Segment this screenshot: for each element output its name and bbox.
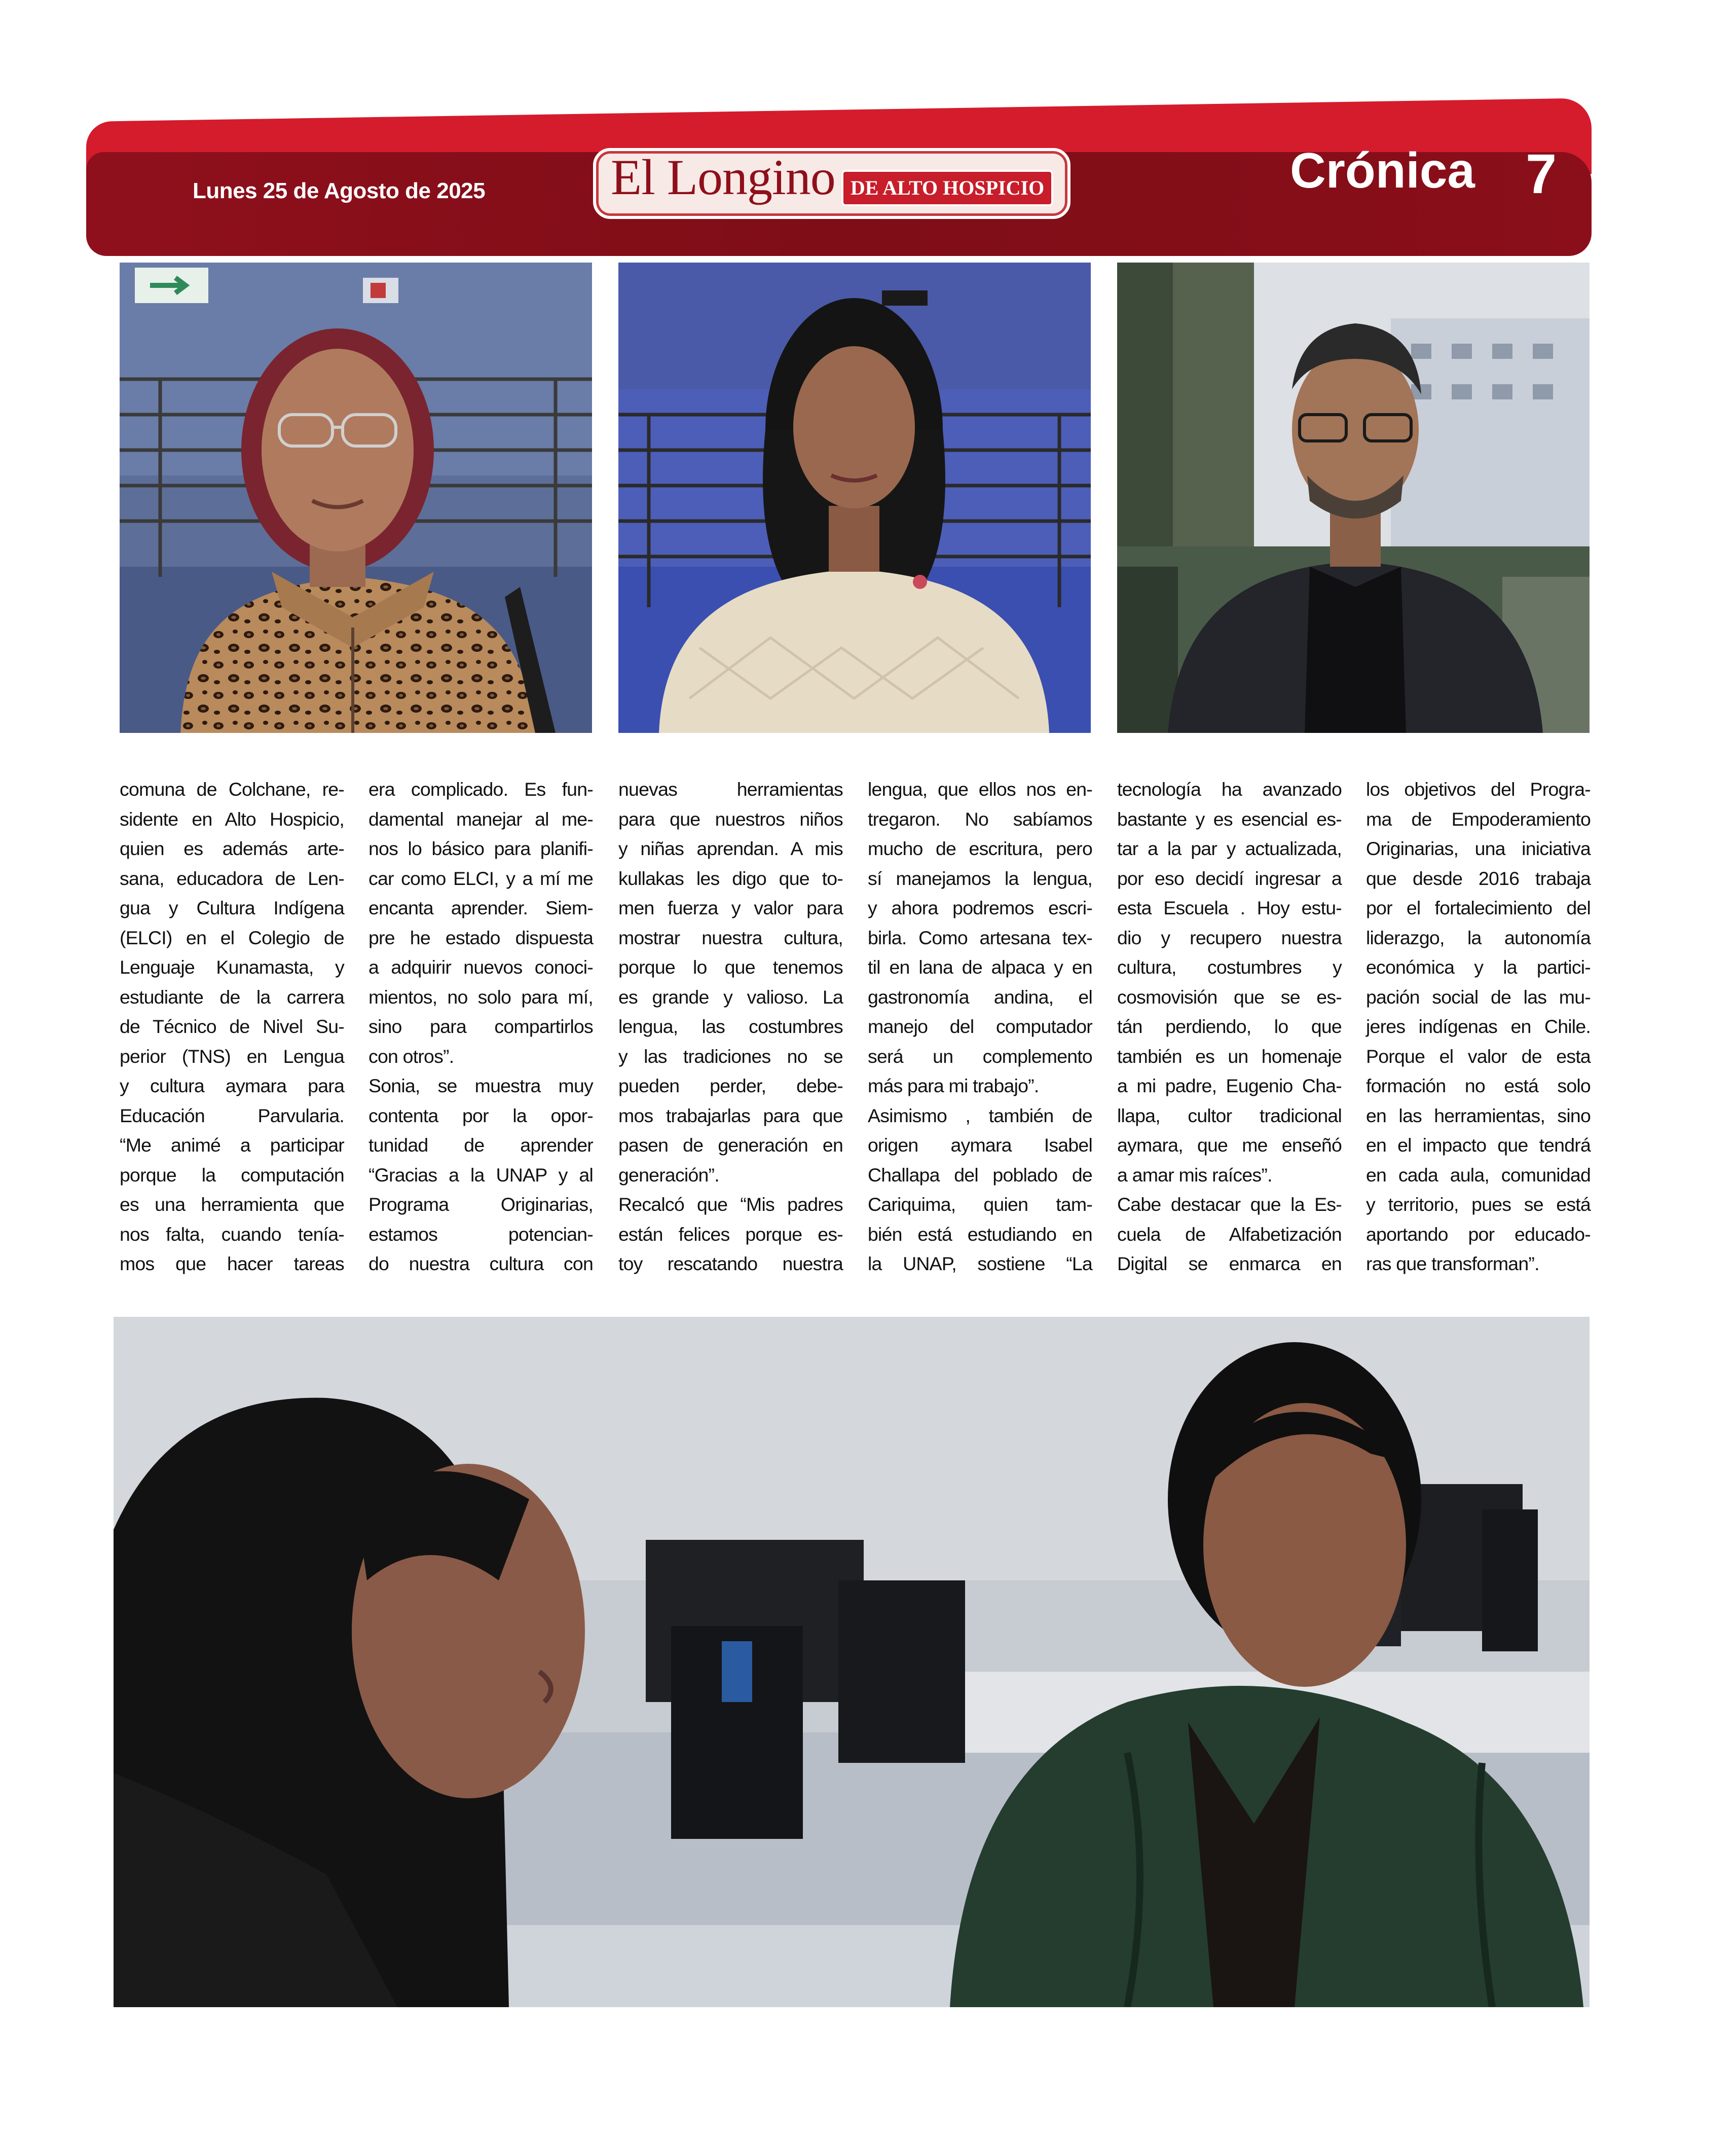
article-column-1 [120, 774, 344, 1279]
article-line: aymara, que me enseñó [1117, 1134, 1342, 1156]
article-line: Lenguaje Kunamasta, y [120, 956, 344, 978]
article-line: pación social de las mu- [1366, 986, 1591, 1008]
article-line: manejo del computador [868, 1016, 1092, 1037]
article-line: “Me animé a participar [120, 1134, 344, 1156]
article-line: pre he estado dispuesta [368, 927, 593, 948]
article-line: porque la computación [120, 1164, 344, 1186]
article-line: ma de Empoderamiento [1366, 808, 1591, 830]
article-line: quien es además arte- [120, 838, 344, 859]
article-line: será un complemento [868, 1045, 1092, 1067]
article-line: Cariquima, quien tam- [868, 1194, 1092, 1215]
article-line: liderazgo, la autonomía [1366, 927, 1591, 948]
article-line: nos lo básico para planifi- [368, 838, 593, 859]
article-line: y territorio, pues se está [1366, 1194, 1591, 1215]
article-line: sidente en Alto Hospicio, [120, 808, 344, 830]
article-line: estudiante de la carrera [120, 986, 344, 1008]
article-line: pasen de generación en [618, 1134, 843, 1156]
article-line: en las herramientas, sino [1366, 1104, 1591, 1126]
article-line: nos falta, cuando tenía- [120, 1223, 344, 1245]
article-line: do nuestra cultura con [368, 1253, 593, 1274]
article-line: los objetivos del Progra- [1366, 779, 1591, 800]
article-line: es una herramienta que [120, 1194, 344, 1215]
article-line: damental manejar al me- [368, 808, 593, 830]
article-line: Originarias, una iniciativa [1366, 838, 1591, 859]
article-line: también es un homenaje [1117, 1045, 1342, 1067]
article-line: formación no está solo [1366, 1075, 1591, 1096]
masthead-title: El Longino [611, 149, 835, 205]
article-line: nuevas herramientas [618, 779, 843, 800]
article-line: car como ELCI, y a mí me [368, 867, 593, 889]
article-line: tecnología ha avanzado [1117, 779, 1342, 800]
article-line: tunidad de aprender [368, 1134, 593, 1156]
article-line: ras que transforman”. [1366, 1253, 1539, 1274]
article-line: cuela de Alfabetización [1117, 1223, 1342, 1245]
article-line: mucho de escritura, pero [868, 838, 1092, 859]
article-line: económica y la partici- [1366, 956, 1591, 978]
article-line: lengua, las costumbres [618, 1016, 843, 1037]
article-line: que desde 2016 trabaja [1366, 867, 1591, 889]
article-line: comuna de Colchane, re- [120, 779, 344, 800]
article-line: están felices porque es- [618, 1223, 843, 1245]
article-line: Digital se enmarca en [1117, 1253, 1342, 1274]
article-line: mos que hacer tareas [120, 1253, 344, 1274]
photo-man-dark-blazer [1117, 263, 1590, 733]
article-line: sí manejamos la lengua, [868, 867, 1092, 889]
article-line: til en lana de alpaca y en [868, 956, 1092, 978]
article-line: en el impacto que tendrá [1366, 1134, 1591, 1156]
article-line: es grande y valioso. La [618, 986, 843, 1008]
article-line: men fuerza y valor para [618, 897, 843, 918]
article-line: cultura, costumbres y [1117, 956, 1342, 978]
article-line: y las tradiciones no se [618, 1045, 843, 1067]
article-line: porque lo que tenemos [618, 956, 843, 978]
article-line: lengua, que ellos nos en- [868, 779, 1092, 800]
issue-date: Lunes 25 de Agosto de 2025 [193, 178, 486, 203]
page-number: 7 [1526, 143, 1557, 205]
article-line: contenta por la opor- [368, 1104, 593, 1126]
article-line: estamos potencian- [368, 1223, 593, 1245]
article-line: tregaron. No sabíamos [868, 808, 1092, 830]
article-line: bastante y es esencial es- [1117, 808, 1342, 830]
article-line: por el fortalecimiento del [1366, 897, 1591, 918]
article-line: llapa, cultor tradicional [1117, 1104, 1342, 1126]
article-line: aportando por educado- [1366, 1223, 1591, 1245]
article-line: Recalcó que “Mis padres [618, 1194, 843, 1215]
article-line: tán perdiendo, lo que [1117, 1016, 1342, 1037]
article-line: mostrar nuestra cultura, [618, 927, 843, 948]
photo-two-women-computer-lab [114, 1317, 1590, 2007]
article-line: mos trabajarlas para que [618, 1104, 843, 1126]
article-line: dio y recupero nuestra [1117, 927, 1342, 948]
article-line: jeres indígenas en Chile. [1366, 1016, 1591, 1037]
article-line: encanta aprender. Siem- [368, 897, 593, 918]
photo-woman-cream-sweater [618, 263, 1091, 733]
section-title: Crónica [1290, 142, 1475, 198]
article-line: pueden perder, debe- [618, 1075, 843, 1096]
article-line: gua y Cultura Indígena [120, 897, 344, 918]
article-column-4 [868, 774, 1092, 1279]
article-line: y cultura aymara para [120, 1075, 344, 1096]
article-line: birla. Como artesana tex- [868, 927, 1092, 948]
article-line: Challapa del poblado de [868, 1164, 1092, 1186]
article-line: y niñas aprendan. A mis [618, 838, 843, 859]
article-line: en cada aula, comunidad [1366, 1164, 1591, 1186]
article-line: la UNAP, sostiene “La [868, 1253, 1092, 1274]
article-column-2 [368, 774, 593, 1279]
article-line: más para mi trabajo”. [868, 1075, 1039, 1096]
article-line: era complicado. Es fun- [368, 779, 593, 800]
article-column-6 [1366, 774, 1591, 1279]
article-line: Sonia, se muestra muy [368, 1075, 593, 1096]
article-line: a amar mis raíces”. [1117, 1164, 1272, 1186]
article-line: por eso decidí ingresar a [1117, 867, 1342, 889]
article-line: Asimismo , también de [868, 1104, 1092, 1126]
article-line: mientos, no solo para mí, [368, 986, 593, 1008]
article-line: Cabe destacar que la Es- [1117, 1194, 1342, 1215]
article-line: tar a la par y actualizada, [1117, 838, 1342, 859]
article-line: sino para compartirlos [368, 1016, 593, 1037]
article-line: para que nuestros niños [618, 808, 843, 830]
article-line: de Técnico de Nivel Su- [120, 1016, 344, 1037]
article-line: toy rescatando nuestra [618, 1253, 843, 1274]
article-line: Educación Parvularia. [120, 1104, 344, 1126]
photo-woman-leopard-jacket [120, 263, 592, 733]
article-line: cosmovisión que se es- [1117, 986, 1342, 1008]
article-line: kullakas les digo que to- [618, 867, 843, 889]
article-line: Porque el valor de esta [1366, 1045, 1591, 1067]
article-line: (ELCI) en el Colegio de [120, 927, 344, 948]
article-line: a adquirir nuevos conoci- [368, 956, 593, 978]
article-line: sana, educadora de Len- [120, 867, 344, 889]
article-line: origen aymara Isabel [868, 1134, 1092, 1156]
article-line: bién está estudiando en [868, 1223, 1092, 1245]
article-line: “Gracias a la UNAP y al [368, 1164, 593, 1186]
article-line: y ahora podremos escri- [868, 897, 1092, 918]
article-line: generación”. [618, 1164, 719, 1186]
article-column-3 [618, 774, 843, 1279]
article-line: a mi padre, Eugenio Cha- [1117, 1075, 1342, 1096]
article-column-5 [1117, 774, 1342, 1279]
masthead-subtitle: DE ALTO HOSPICIO [841, 170, 1053, 206]
article-line: con otros”. [368, 1045, 454, 1067]
article-line: esta Escuela . Hoy estu- [1117, 897, 1342, 918]
article-line: gastronomía andina, el [868, 986, 1092, 1008]
article-line: perior (TNS) en Lengua [120, 1045, 344, 1067]
article-line: Programa Originarias, [368, 1194, 593, 1215]
